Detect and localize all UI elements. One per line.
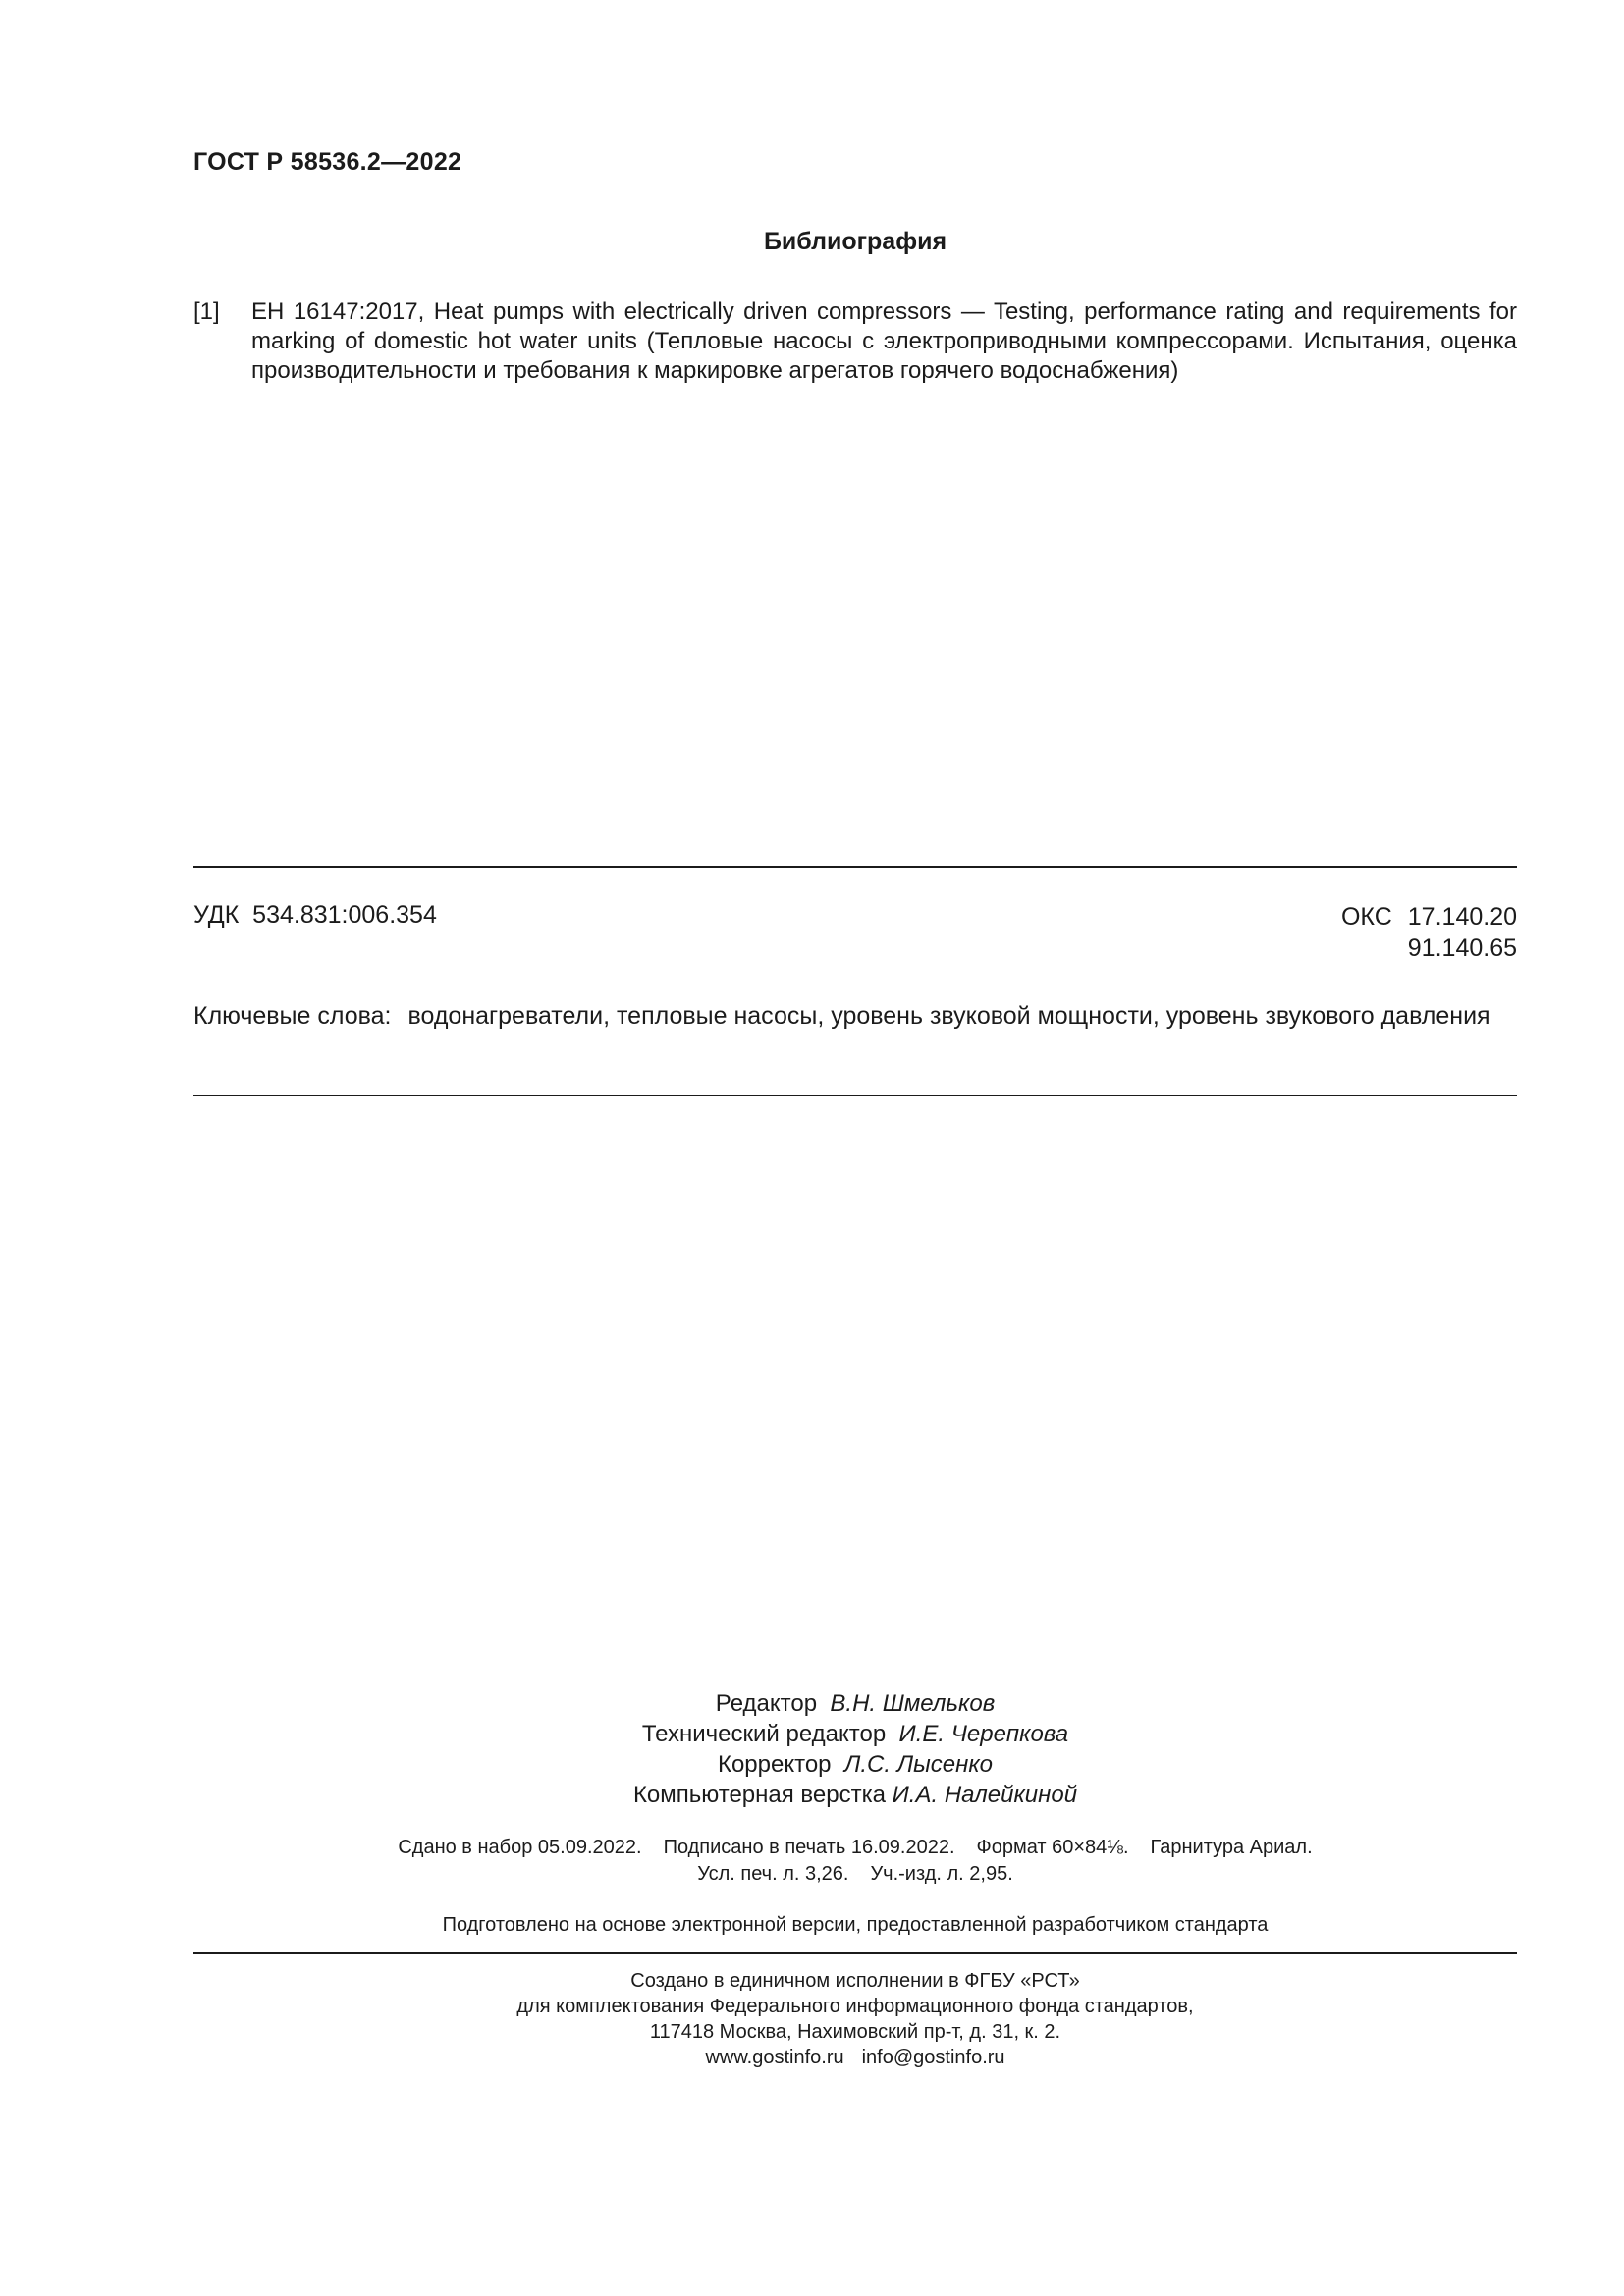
oks-label: ОКС bbox=[1340, 903, 1392, 931]
prepared-note: Подготовлено на основе электронной версии, предоставленной разработчиком стандарта bbox=[442, 1914, 1269, 1936]
credit-line bbox=[193, 1719, 1517, 1749]
credit-line bbox=[193, 1688, 1517, 1719]
document-code-header: ГОСТ Р 58536.2—2022 bbox=[193, 148, 462, 176]
print-info-line-2 bbox=[193, 1861, 1517, 1888]
print-info bbox=[193, 1835, 1517, 1888]
oks-codes bbox=[1408, 901, 1517, 964]
udk-label: УДК bbox=[193, 901, 240, 929]
credit-name: И.Е. Черепкова bbox=[898, 1721, 1069, 1747]
print-info-line-1 bbox=[193, 1835, 1517, 1861]
publisher-website: www.gostinfo.ru bbox=[705, 2047, 844, 2068]
publisher-line-1: Создано в единичном исполнении в ФГБУ «РСТ» bbox=[630, 1970, 1080, 1992]
publisher-line-2: для комплектования Федерального информационного фонда стандартов, bbox=[516, 1996, 1194, 2017]
divider-bottom bbox=[193, 1952, 1517, 1954]
bibliography-entry-number: [1] bbox=[193, 298, 220, 325]
typeface: Гарнитура Ариал. bbox=[1150, 1837, 1313, 1858]
oks-code: 91.140.65 bbox=[1407, 934, 1517, 962]
credit-role: Компьютерная верстка bbox=[632, 1782, 886, 1808]
credit-role: Редактор bbox=[715, 1690, 818, 1717]
keywords-block bbox=[193, 1001, 1517, 1032]
publishing-sheets: Уч.-изд. л. 2,95. bbox=[870, 1863, 1013, 1885]
oks-classification bbox=[1341, 901, 1517, 964]
credit-line bbox=[193, 1780, 1517, 1810]
credits-block bbox=[193, 1688, 1517, 1810]
credit-role: Корректор bbox=[717, 1751, 832, 1778]
bibliography-title: Библиография bbox=[763, 228, 947, 255]
oks-code: 17.140.20 bbox=[1407, 903, 1517, 931]
signed-date: Подписано в печать 16.09.2022. bbox=[663, 1837, 955, 1858]
bibliography-entry-text: ЕН 16147:2017, Heat pumps with electrically driven compressors — Testing, performance rating and requirements for marking of domestic hot water units (Тепловые насосы с электроприводными компрессорами. Испытания, оценка производительности и требования к маркировке агрегатов горячего водоснабжения) bbox=[251, 298, 1517, 384]
credit-role: Технический редактор bbox=[641, 1721, 887, 1747]
print-sheets: Усл. печ. л. 3,26. bbox=[697, 1863, 849, 1885]
paper-format: Формат 60×84⅛. bbox=[976, 1837, 1129, 1858]
credit-name: В.Н. Шмельков bbox=[830, 1690, 996, 1717]
divider-middle bbox=[193, 1095, 1517, 1096]
keywords-text: водонагреватели, тепловые насосы, уровень звуковой мощности, уровень звукового давления bbox=[407, 1002, 1490, 1030]
keywords-label: Ключевые слова: bbox=[193, 1002, 392, 1030]
publisher-email: info@gostinfo.ru bbox=[861, 2047, 1005, 2068]
publisher-block bbox=[193, 1968, 1517, 2070]
publisher-address: 117418 Москва, Нахимовский пр-т, д. 31, к. 2. bbox=[649, 2021, 1061, 2043]
credit-name: И.А. Налейкиной bbox=[892, 1782, 1078, 1808]
submitted-date: Сдано в набор 05.09.2022. bbox=[398, 1837, 642, 1858]
credit-name: Л.С. Лысенко bbox=[843, 1751, 994, 1778]
udk-classification bbox=[193, 901, 437, 930]
bibliography-entry bbox=[193, 297, 1517, 386]
credit-line bbox=[193, 1749, 1517, 1780]
udk-code: 534.831:006.354 bbox=[252, 901, 437, 929]
divider-top bbox=[193, 866, 1517, 868]
publisher-contacts bbox=[193, 2045, 1517, 2070]
